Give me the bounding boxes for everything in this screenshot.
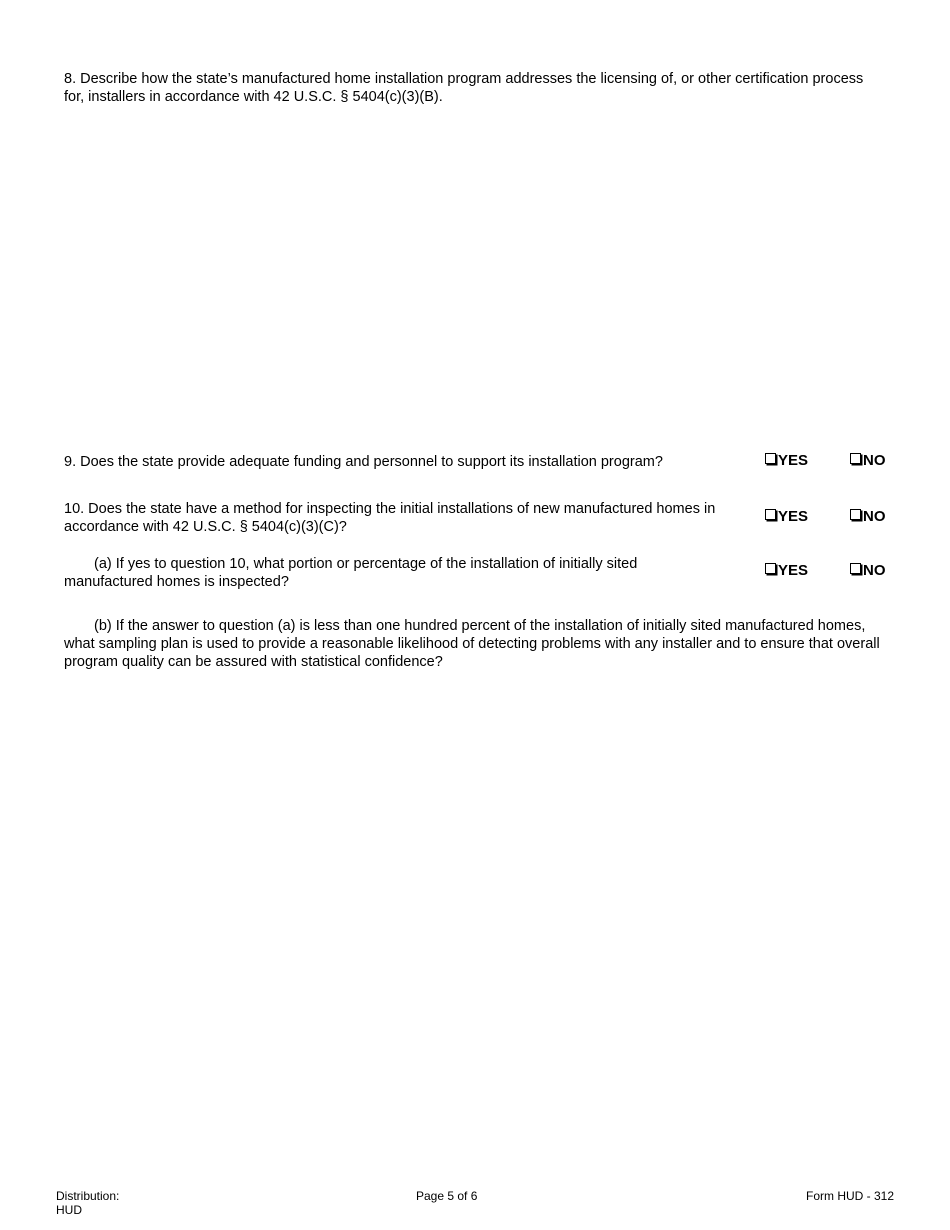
question-10b-body: (b) If the answer to question (a) is less than one hundred percent of the installation of initially sited manufactured homes, what sampling plan is used to provide a reasonable likelihood of detecting problems with any installer and to ensure that overall program quality can be assured with statistical confidence? [64, 618, 880, 670]
checkbox-icon[interactable] [850, 509, 861, 520]
question-10-yes-option[interactable] [765, 508, 808, 526]
question-10-text: 10. Does the state have a method for inspecting the initial installations of new manufactured homes in accordance with 42 U.S.C. § 5404(c)(3)(C)? [64, 501, 716, 535]
no-label: NO [863, 562, 886, 579]
question-10b-text [64, 617, 884, 671]
question-10-choices [0, 508, 950, 526]
checkbox-icon[interactable] [850, 563, 861, 574]
checkbox-icon[interactable] [765, 453, 776, 464]
question-9-no-option[interactable] [850, 452, 886, 470]
page-number: Page 5 of 6 [416, 1189, 478, 1203]
checkbox-icon[interactable] [765, 509, 776, 520]
question-9-text: 9. Does the state provide adequate funding and personnel to support its installation program? [64, 454, 663, 470]
question-9-choices [0, 452, 950, 470]
question-10-no-option[interactable] [850, 508, 886, 526]
yes-label: YES [778, 508, 809, 525]
question-10a-choices [0, 562, 950, 580]
no-label: NO [863, 508, 886, 525]
distribution-value: HUD [56, 1203, 82, 1217]
question-9-yes-option[interactable] [765, 452, 808, 470]
question-10a-body: (a) If yes to question 10, what portion or percentage of the installation of initially sited manufactured homes is inspected? [64, 556, 638, 590]
question-10a-yes-option[interactable] [765, 562, 808, 580]
no-label: NO [863, 452, 886, 469]
yes-label: YES [778, 452, 809, 469]
question-8 [64, 70, 884, 106]
footer-distribution [56, 1189, 119, 1217]
question-8-text: 8. Describe how the state’s manufactured home installation program addresses the licensing of, or other certification process for, installers in accordance with 42 U.S.C. § 5404(c)(3)(B). [64, 71, 864, 105]
checkbox-icon[interactable] [765, 563, 776, 574]
question-10a-no-option[interactable] [850, 562, 886, 580]
distribution-label: Distribution: [56, 1189, 120, 1203]
yes-label: YES [778, 562, 809, 579]
question-10b [64, 617, 884, 671]
checkbox-icon[interactable] [850, 453, 861, 464]
form-number: Form HUD - 312 [805, 1189, 894, 1203]
